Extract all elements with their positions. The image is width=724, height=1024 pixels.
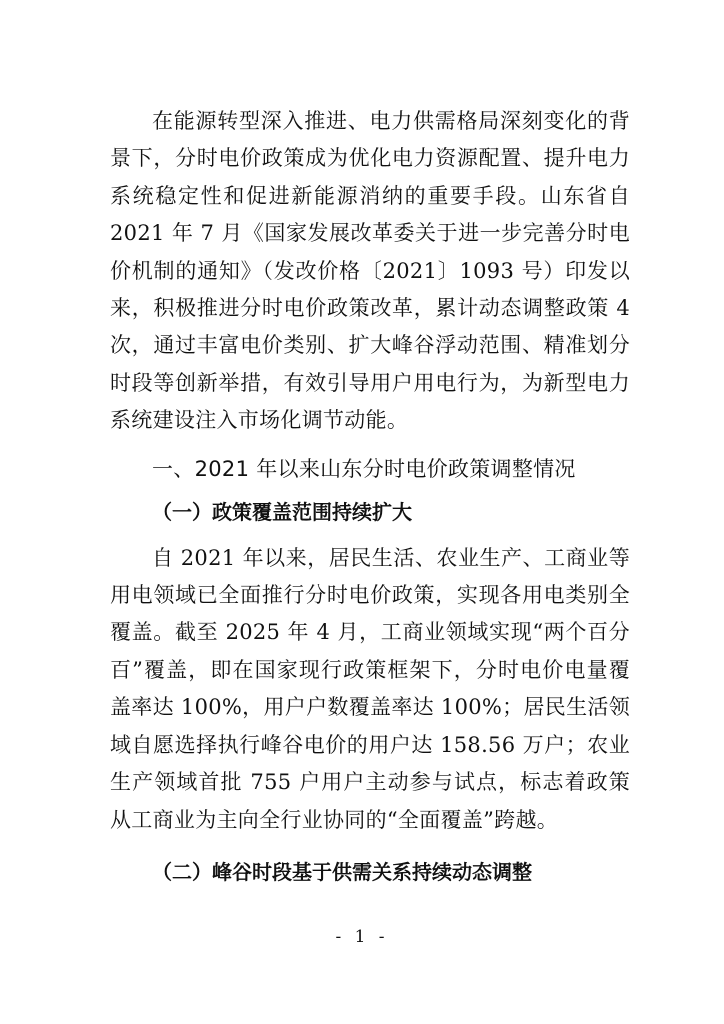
subsection-heading-1: （一）政策覆盖范围持续扩大 (152, 499, 412, 524)
document-body (110, 103, 630, 892)
subsection-heading-2: （二）峰谷时段基于供需关系持续动态调整 (152, 859, 532, 884)
coverage-paragraph: 自 2021 年以来，居民生活、农业生产、工商业等用电领域已全面推行分时电价政策，实现各用电类别全覆盖。截至 2025 年 4 月，工商业领域实现“两个百分百”覆盖，即在国家现行政策框架下，分时电价电量覆盖率达 100%，用户户数覆盖率达 100%；居民生活领域自愿选择执行峰谷电价的用户达 158.56 万户；农业生产领域首批 755 户用户主动参与试点，标志着政策从工商业为主向全行业协同的“全面覆盖”跨越。 (110, 545, 630, 832)
page-number: - 1 - (335, 927, 389, 947)
section-heading: 一、2021 年以来山东分时电价政策调整情况 (152, 456, 576, 481)
intro-paragraph: 在能源转型深入推进、电力供需格局深刻变化的背景下，分时电价政策成为优化电力资源配置、提升电力系统稳定性和促进新能源消纳的重要手段。山东省自 2021 年 7 月《国家发展改革委关于进一步完善分时电价机制的通知》（发改价格〔2021〕1093 号）印发以来，积极推进分时电价政策改革，累计动态调整政策 4 次，通过丰富电价类别、扩大峰谷浮动范围、精准划分时段等创新举措，有效引导用户用电行为，为新型电力系统建设注入市场化调节动能。 (110, 109, 630, 433)
